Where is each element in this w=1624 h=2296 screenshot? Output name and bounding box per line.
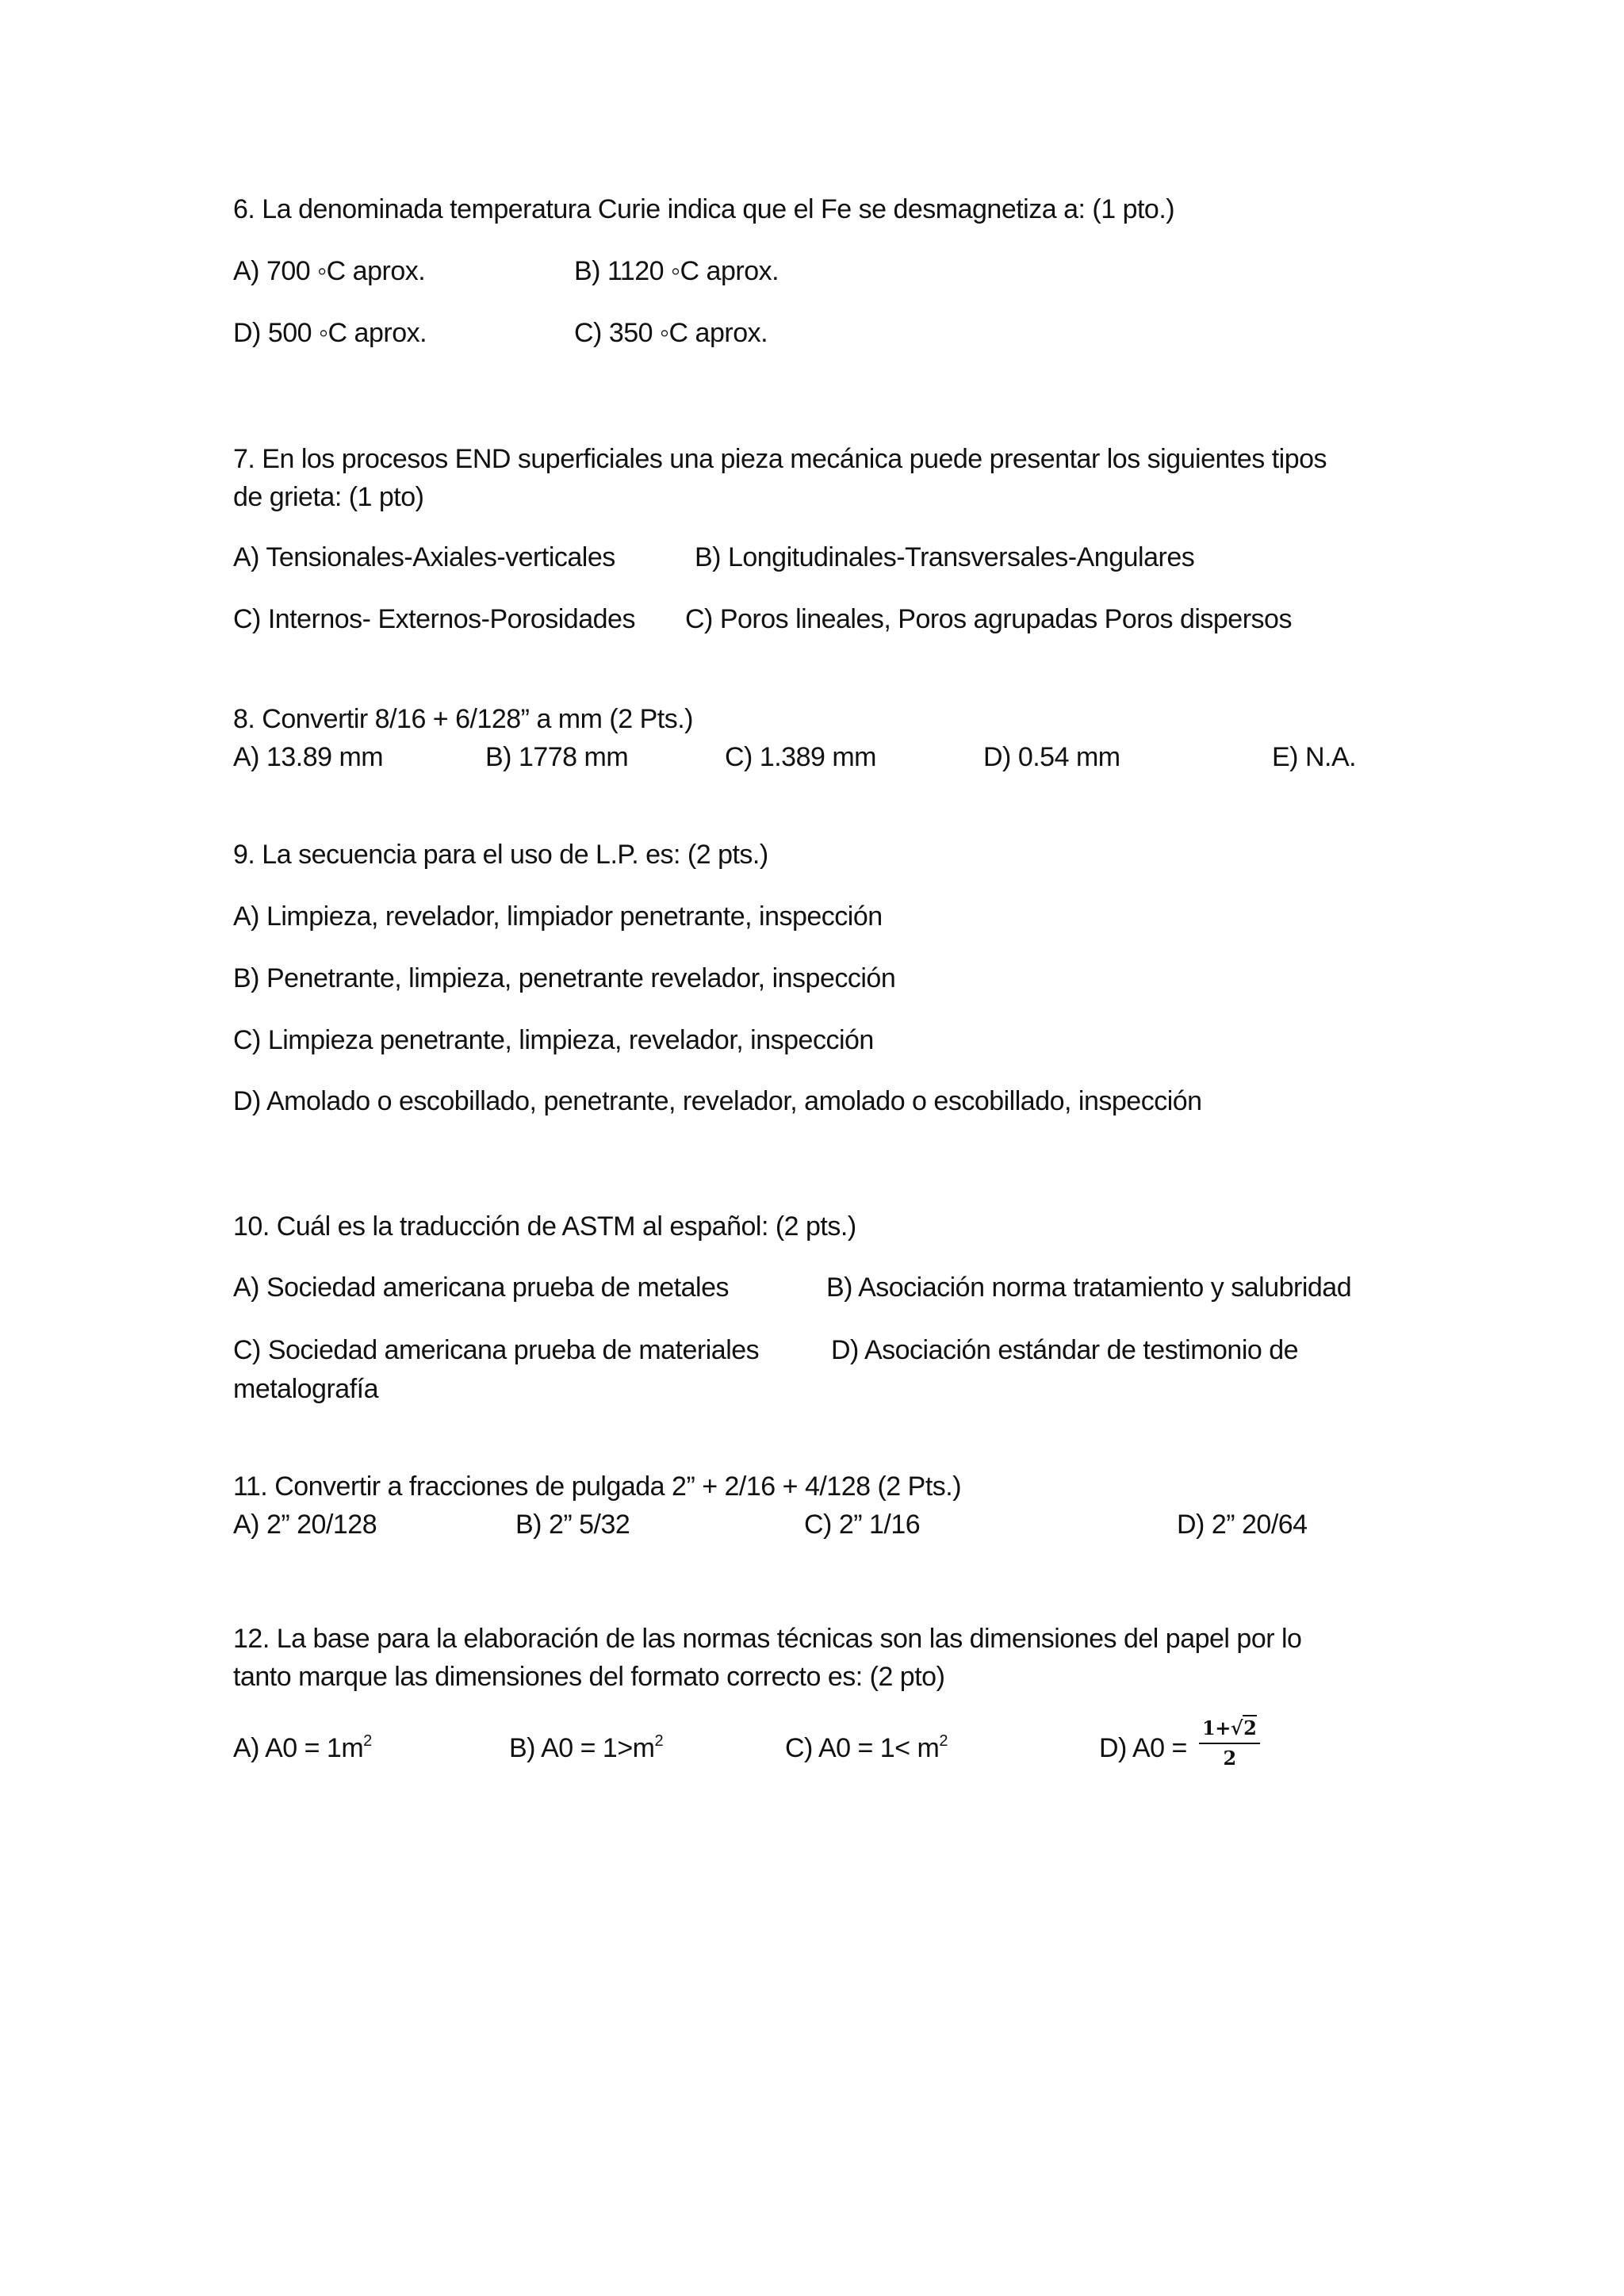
question-7-stem-line-2: de grieta: (1 pto) <box>233 482 424 512</box>
question-10-option-c: C) Sociedad americana prueba de materiales <box>233 1335 760 1365</box>
fraction-denominator: 2 <box>1223 1747 1236 1770</box>
question-10-option-d-wrap: metalografía <box>233 1374 378 1404</box>
question-9-option-a: A) Limpieza, revelador, limpiador penetrante, inspección <box>233 901 883 932</box>
question-12-option-d: D) A0 = <box>1099 1733 1187 1763</box>
question-7-stem-line-1: 7. En los procesos END superficiales una pieza mecánica puede presentar los siguientes tipos <box>233 444 1327 474</box>
radicand: 2 <box>1243 1716 1257 1739</box>
superscript-two: 2 <box>939 1732 948 1750</box>
question-12-option-a <box>233 1732 372 1763</box>
superscript-two: 2 <box>654 1732 664 1750</box>
radical-sign-icon: √ <box>1230 1716 1243 1739</box>
question-11-option-d: D) 2” 20/64 <box>1177 1510 1308 1540</box>
question-12-option-c-text: C) A0 = 1< m <box>785 1733 940 1763</box>
question-7-option-b: B) Longitudinales-Transversales-Angulares <box>695 542 1195 572</box>
question-10-option-a: A) Sociedad americana prueba de metales <box>233 1272 729 1303</box>
fraction-numerator <box>1199 1716 1260 1744</box>
question-7-option-a: A) Tensionales-Axiales-verticales <box>233 542 615 572</box>
question-12-stem-line-1: 12. La base para la elaboración de las normas técnicas son las dimensiones del papel por lo <box>233 1624 1302 1654</box>
question-9-option-d: D) Amolado o escobillado, penetrante, revelador, amolado o escobillado, inspección <box>233 1086 1202 1116</box>
question-9-option-b: B) Penetrante, limpieza, penetrante revelador, inspección <box>233 963 896 993</box>
question-11-option-b: B) 2” 5/32 <box>515 1510 630 1540</box>
numerator-lead: 1+ <box>1202 1716 1231 1739</box>
question-9-option-c: C) Limpieza penetrante, limpieza, revelador, inspección <box>233 1025 874 1055</box>
question-11-stem: 11. Convertir a fracciones de pulgada 2” + 2/16 + 4/128 (2 Pts.) <box>233 1471 962 1502</box>
question-7-option-c: C) Internos- Externos-Porosidades <box>233 604 635 634</box>
question-12-option-d-fraction <box>1199 1716 1260 1770</box>
question-6-option-a: A) 700 ◦C aprox. <box>233 256 426 286</box>
question-12-stem-line-2: tanto marque las dimensiones del formato correcto es: (2 pto) <box>233 1662 945 1692</box>
question-10-stem: 10. Cuál es la traducción de ASTM al español: (2 pts.) <box>233 1211 856 1242</box>
question-12-option-b-text: B) A0 = 1>m <box>509 1733 655 1763</box>
question-6-option-d: D) 500 ◦C aprox. <box>233 318 427 348</box>
question-10-option-b: B) Asociación norma tratamiento y salubridad <box>826 1272 1352 1303</box>
question-6-stem: 6. La denominada temperatura Curie indica que el Fe se desmagnetiza a: (1 pto.) <box>233 194 1175 224</box>
question-8-option-c: C) 1.389 mm <box>725 742 876 772</box>
question-12-option-b <box>509 1732 664 1763</box>
question-8-option-b: B) 1778 mm <box>485 742 629 772</box>
square-root <box>1230 1716 1257 1739</box>
question-6-option-c: C) 350 ◦C aprox. <box>574 318 768 348</box>
question-11-option-c: C) 2” 1/16 <box>804 1510 921 1540</box>
question-8-option-d: D) 0.54 mm <box>983 742 1120 772</box>
question-8-option-a: A) 13.89 mm <box>233 742 384 772</box>
question-10-option-d: D) Asociación estándar de testimonio de <box>831 1335 1299 1365</box>
superscript-two: 2 <box>363 1732 372 1750</box>
question-9-stem: 9. La secuencia para el uso de L.P. es: (2 pts.) <box>233 840 768 870</box>
question-6-option-b: B) 1120 ◦C aprox. <box>574 256 779 286</box>
question-8-stem: 8. Convertir 8/16 + 6/128” a mm (2 Pts.) <box>233 704 693 734</box>
question-7-option-c-second: C) Poros lineales, Poros agrupadas Poros dispersos <box>685 604 1292 634</box>
question-11-option-a: A) 2” 20/128 <box>233 1510 377 1540</box>
question-12-option-c <box>785 1732 948 1763</box>
question-8-option-e: E) N.A. <box>1272 742 1357 772</box>
question-12-option-a-text: A) A0 = 1m <box>233 1733 364 1763</box>
